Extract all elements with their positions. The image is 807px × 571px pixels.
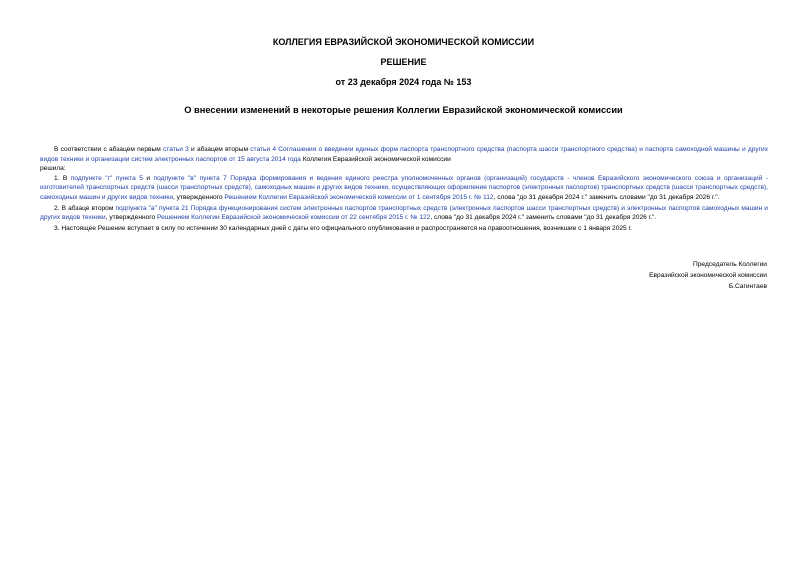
link-epassport-procedure[interactable]: подпункта "а" пункта 21 Порядка функционирования систем электронных паспортов транспортных средств (электронных паспортов шасси транспортных средств) и электронных паспортов самоходных машин и других видов техники: [40, 204, 768, 222]
document-body: [40, 145, 768, 233]
item-1-paragraph: [40, 174, 768, 203]
signature-position-line-1: Председатель Коллегии: [693, 261, 767, 268]
date-number-heading: от 23 декабря 2024 года № 153: [335, 77, 472, 87]
preamble-text-1: В соответствии с абзацем первым: [54, 146, 163, 153]
signature-name: Б.Сагинтаев: [728, 283, 767, 290]
document-type-heading: РЕШЕНИЕ: [380, 57, 427, 67]
link-article-3[interactable]: статьи 3: [163, 146, 189, 153]
item-1-text-2: и: [142, 174, 154, 182]
preamble-text-2: и абзацем вторым: [188, 146, 251, 153]
preamble-paragraph: [40, 145, 768, 164]
item-1-text-3: , утвержденного: [173, 193, 225, 201]
organization-heading: КОЛЛЕГИЯ ЕВРАЗИЙСКОЙ ЭКОНОМИЧЕСКОЙ КОМИССИИ: [272, 37, 535, 47]
decided-line: решила:: [40, 165, 66, 173]
item-2-text-1: 2. В абзаце втором: [54, 204, 116, 212]
document-title: О внесении изменений в некоторые решения Коллегии Евразийской экономической комиссии: [184, 105, 623, 115]
link-subpoint-g-point-5[interactable]: подпункте "г" пункта 5: [70, 174, 143, 182]
item-1-text-1: 1. В: [54, 174, 71, 182]
link-agreement-article-4[interactable]: статьи 4 Соглашения о введении единых форм паспорта транспортного средства (паспорта шасси транспортного средства) и паспорта самоходной машины и других видов техники и организации систем электронных паспортов от 15 августа 2014 года: [40, 146, 768, 163]
link-decision-122[interactable]: Решением Коллегии Евразийской экономической комиссии от 22 сентября 2015 г. № 122: [157, 214, 431, 222]
item-3-paragraph: 3. Настоящее Решение вступает в силу по истечении 30 календарных дней с даты его официального опубликования и распространяется на правоотношения, возникшие с 1 января 2025 г.: [54, 224, 632, 232]
item-2-paragraph: [40, 204, 768, 223]
item-2-text-3: , слова "до 31 декабря 2024 г." заменить словами "до 31 декабря 2026 г.".: [430, 214, 657, 222]
link-decision-112[interactable]: Решением Коллегии Евразийской экономической комиссии от 1 сентября 2015 г. № 112: [224, 193, 494, 201]
preamble-text-3: Коллегия Евразийской экономической комиссии: [300, 155, 451, 163]
item-1-text-4: , слова "до 31 декабря 2024 г." заменить словами "до 31 декабря 2026 г.".: [493, 193, 720, 201]
signature-position-line-2: Евразийской экономической комиссии: [649, 272, 767, 279]
item-2-text-2: , утвержденного: [105, 214, 158, 222]
link-registry-procedure[interactable]: подпункте "в" пункта 7 Порядка формирования и ведения единого реестра уполномоченных органов (организаций) государств - членов Евразийского экономического союза и организаций - изготовителей транспортных средств (шасси транспортных средств), самоходных машин и других видов техники, осуществляющих оформление паспортов (электронных паспортов) транспортных средств (шасси транспортных средств), самоходных машин и других видов техники: [40, 174, 769, 201]
